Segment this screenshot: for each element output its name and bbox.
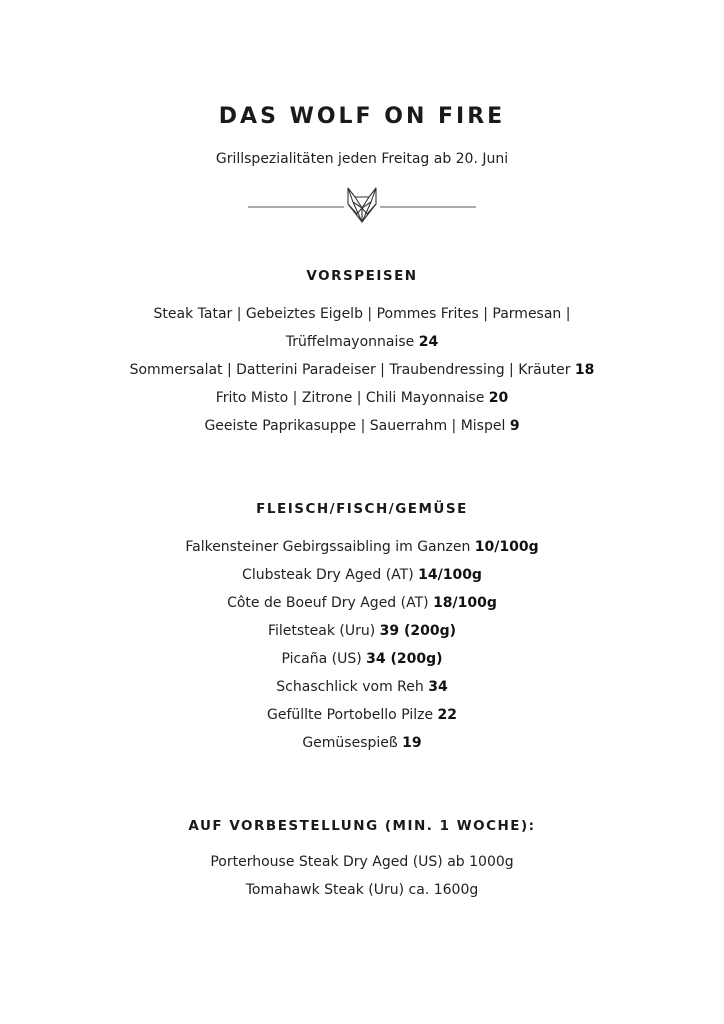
menu-item-price: 22: [437, 707, 458, 723]
menu-item-text: Clubsteak Dry Aged (AT): [242, 567, 419, 583]
menu-item-price: 39 (200g): [379, 623, 457, 639]
menu-item: [0, 589, 724, 617]
menu-item: [0, 701, 724, 729]
menu-item: [0, 673, 724, 701]
section-list-vorbestellung: [0, 848, 724, 904]
menu-item-text: Gemüsespieß: [302, 735, 403, 751]
section-heading-fleisch-fisch-gemuese: FLEISCH/FISCH/GEMÜSE: [256, 501, 468, 517]
menu-item-price: 10/100g: [474, 539, 539, 555]
menu-item: [0, 645, 724, 673]
menu-item-price: 18/100g: [433, 595, 497, 611]
menu-item-text: Côte de Boeuf Dry Aged (AT): [227, 595, 434, 611]
menu-item-text: Schaschlick vom Reh: [276, 679, 429, 695]
menu-item: [0, 561, 724, 589]
page-subtitle: Grillspezialitäten jeden Freitag ab 20. Juni: [215, 151, 509, 167]
menu-item-price: 9: [509, 418, 520, 434]
menu-item-text: Picaña (US): [281, 651, 367, 667]
menu-item-price: 19: [402, 735, 422, 751]
section-heading-vorbestellung: AUF VORBESTELLUNG (MIN. 1 WOCHE):: [188, 818, 536, 834]
menu-item-price: 24: [418, 334, 439, 350]
menu-item: [0, 356, 724, 384]
menu-item: [0, 533, 724, 561]
menu-item-price: 34 (200g): [366, 651, 443, 667]
menu-item: [0, 617, 724, 645]
menu-item: [0, 384, 724, 412]
menu-item-text: Steak Tatar | Gebeiztes Eigelb | Pommes Frites | Parmesan |: [153, 306, 571, 322]
menu-item: [0, 328, 724, 356]
section-list-vorspeisen: [0, 300, 724, 440]
section-heading-vorspeisen: VORSPEISEN: [306, 268, 418, 284]
menu-item: [0, 876, 724, 904]
menu-item-text: Tomahawk Steak (Uru) ca. 1600g: [245, 882, 479, 898]
menu-item-text: Trüffelmayonnaise: [285, 334, 419, 350]
section-list-fleisch-fisch-gemuese: [0, 533, 724, 757]
menu-item-text: Porterhouse Steak Dry Aged (US) ab 1000g: [210, 854, 514, 870]
menu-item: [0, 729, 724, 757]
menu-item-text: Frito Misto | Zitrone | Chili Mayonnaise: [215, 390, 489, 406]
page-title: DAS WOLF ON FIRE: [218, 104, 506, 129]
menu-item: [0, 848, 724, 876]
menu-item-text: Falkensteiner Gebirgssaibling im Ganzen: [185, 539, 475, 555]
wolf-head-icon: [348, 188, 376, 222]
menu-item-text: Sommersalat | Datterini Paradeiser | Traubendressing | Kräuter: [129, 362, 575, 378]
menu-item-text: Gefüllte Portobello Pilze: [266, 707, 438, 723]
menu-item-text: Geeiste Paprikasuppe | Sauerrahm | Mispel: [204, 418, 510, 434]
menu-item-price: 34: [428, 679, 448, 695]
logo-divider: [248, 184, 476, 226]
menu-item: [0, 412, 724, 440]
menu-item-price: 14/100g: [418, 567, 482, 583]
menu-item-price: 18: [574, 362, 595, 378]
menu-item: [0, 300, 724, 328]
menu-item-price: 20: [488, 390, 509, 406]
menu-item-text: Filetsteak (Uru): [267, 623, 380, 639]
